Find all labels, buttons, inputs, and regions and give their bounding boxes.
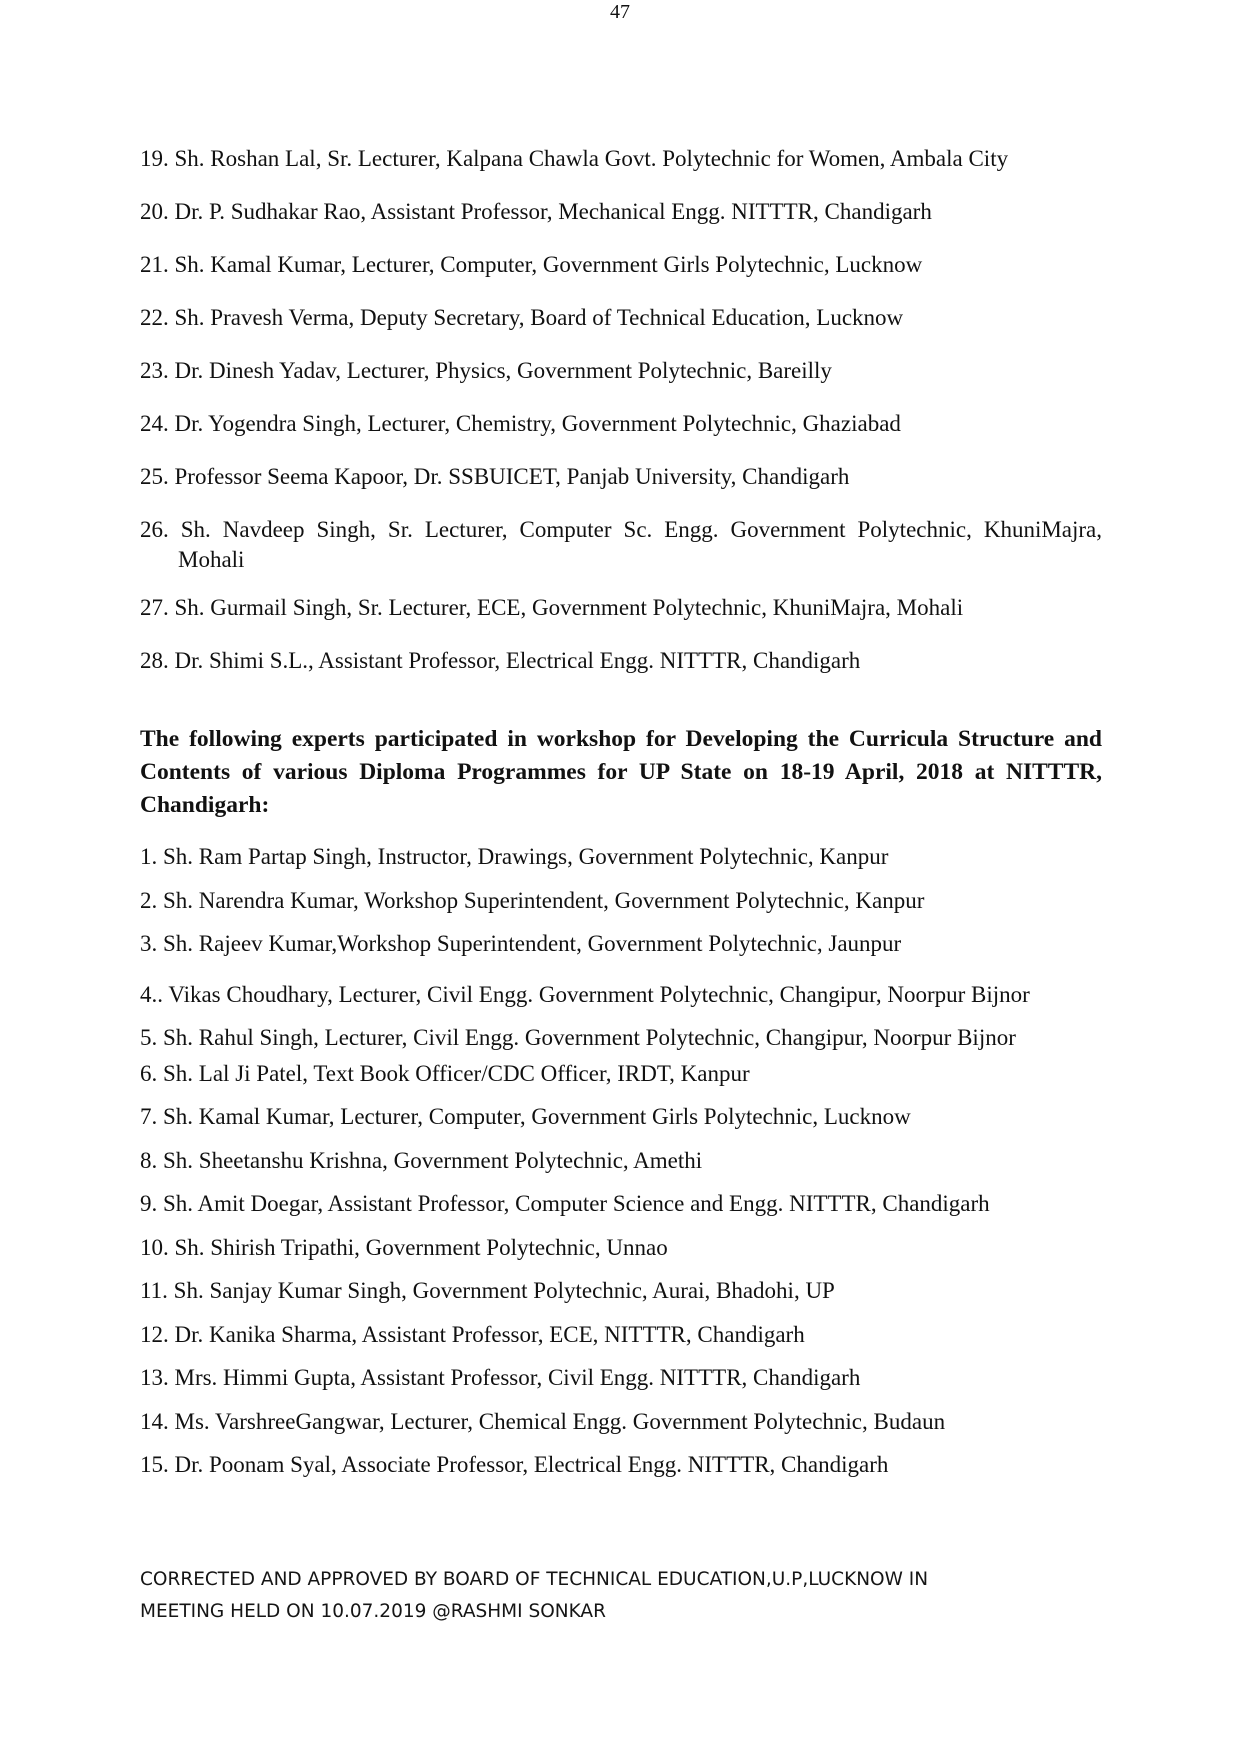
item-number: 4.. xyxy=(140,981,163,1007)
item-text: Sh. Narendra Kumar, Workshop Superintendent, Government Polytechnic, Kanpur xyxy=(163,887,925,913)
item-number: 13. xyxy=(140,1365,169,1390)
item-text: Sh. Kamal Kumar, Lecturer, Computer, Government Girls Polytechnic, Lucknow xyxy=(163,1104,911,1129)
item-text: Dr. Kanika Sharma, Assistant Professor, ECE, NITTTR, Chandigarh xyxy=(174,1321,805,1347)
item-text: Sh. Roshan Lal, Sr. Lecturer, Kalpana Chawla Govt. Polytechnic for Women, Ambala City xyxy=(174,146,1009,171)
list-item xyxy=(140,1146,1102,1176)
item-number: 7. xyxy=(140,1104,158,1129)
list-item xyxy=(140,646,1102,676)
item-text: Professor Seema Kapoor, Dr. SSBUICET, Panjab University, Chandigarh xyxy=(174,464,850,489)
item-number: 19. xyxy=(140,146,169,171)
item-text: Dr. Dinesh Yadav, Lecturer, Physics, Government Polytechnic, Bareilly xyxy=(174,358,832,383)
list-item xyxy=(140,197,1102,227)
list-item xyxy=(140,462,1102,492)
item-text: Sh. Rahul Singh, Lecturer, Civil Engg. Government Polytechnic, Changipur, Noorpur Bijnor xyxy=(163,1024,1016,1050)
list-item xyxy=(140,1233,1102,1263)
workshop-expert-list xyxy=(140,842,1102,1494)
item-text: Sh. Shirish Tripathi, Government Polytechnic, Unnao xyxy=(174,1234,668,1260)
item-text: Sh. Pravesh Verma, Deputy Secretary, Board of Technical Education, Lucknow xyxy=(174,305,904,330)
item-number: 25. xyxy=(140,464,169,489)
list-item xyxy=(140,929,1102,959)
item-number: 20. xyxy=(140,199,169,224)
list-item xyxy=(140,1450,1102,1480)
section-heading: The following experts participated in workshop for Developing the Curricula Structure and Contents of various Diploma Programmes for UP State on 18-19 April, 2018 at NITTTR, Chandigarh: xyxy=(140,726,1102,818)
list-item xyxy=(140,1059,1102,1089)
item-text: Mrs. Himmi Gupta, Assistant Professor, Civil Engg. NITTTR, Chandigarh xyxy=(174,1365,861,1390)
list-item xyxy=(140,1320,1102,1350)
item-number: 14. xyxy=(140,1408,169,1434)
list-item xyxy=(140,1189,1102,1219)
item-text: Sh. Sheetanshu Krishna, Government Polytechnic, Amethi xyxy=(163,1147,703,1173)
item-text: Vikas Choudhary, Lecturer, Civil Engg. Government Polytechnic, Changipur, Noorpur Bijnor xyxy=(168,981,1030,1007)
list-item xyxy=(140,1363,1102,1393)
item-number: 6. xyxy=(140,1060,158,1086)
item-number: 21. xyxy=(140,252,169,277)
list-item xyxy=(140,144,1102,174)
list-item xyxy=(140,973,1102,1016)
item-text: Dr. P. Sudhakar Rao, Assistant Professor, Mechanical Engg. NITTTR, Chandigarh xyxy=(174,199,932,224)
item-number: 1. xyxy=(140,844,158,869)
item-number: 10. xyxy=(140,1234,169,1260)
item-number: 26. xyxy=(140,517,169,542)
item-text: Sh. Amit Doegar, Assistant Professor, Computer Science and Engg. NITTTR, Chandigarh xyxy=(163,1191,990,1216)
list-item xyxy=(140,356,1102,386)
item-number: 2. xyxy=(140,887,158,913)
item-number: 22. xyxy=(140,305,169,330)
item-number: 8. xyxy=(140,1147,158,1173)
item-text: Sh. Gurmail Singh, Sr. Lecturer, ECE, Government Polytechnic, KhuniMajra, Mohali xyxy=(174,595,964,620)
list-item xyxy=(140,1016,1102,1059)
list-item xyxy=(140,409,1102,439)
item-text: Ms. VarshreeGangwar, Lecturer, Chemical Engg. Government Polytechnic, Budaun xyxy=(174,1408,946,1434)
list-item xyxy=(140,515,1102,575)
item-text: Dr. Poonam Syal, Associate Professor, Electrical Engg. NITTTR, Chandigarh xyxy=(174,1452,889,1477)
item-number: 27. xyxy=(140,595,169,620)
item-number: 28. xyxy=(140,648,169,673)
footer-line-2: MEETING HELD ON 10.07.2019 @RASHMI SONKAR xyxy=(140,1601,606,1622)
approval-footer xyxy=(140,1564,1102,1628)
member-list-continued xyxy=(140,144,1102,699)
list-item xyxy=(140,1407,1102,1437)
item-text: Sh. Rajeev Kumar,Workshop Superintendent, Government Polytechnic, Jaunpur xyxy=(163,931,902,956)
item-text: Sh. Kamal Kumar, Lecturer, Computer, Government Girls Polytechnic, Lucknow xyxy=(174,252,923,277)
item-number: 24. xyxy=(140,411,169,436)
list-item xyxy=(140,1102,1102,1132)
item-number: 5. xyxy=(140,1024,158,1050)
item-number: 15. xyxy=(140,1452,169,1477)
list-item xyxy=(140,842,1102,872)
list-item xyxy=(140,303,1102,333)
item-number: 9. xyxy=(140,1191,158,1216)
item-number: 12. xyxy=(140,1321,169,1347)
item-text: Sh. Ram Partap Singh, Instructor, Drawings, Government Polytechnic, Kanpur xyxy=(163,844,889,869)
item-number: 23. xyxy=(140,358,169,383)
list-item xyxy=(140,1276,1102,1306)
item-text: Sh. Navdeep Singh, Sr. Lecturer, Computer Sc. Engg. Government Polytechnic, KhuniMajra, Mohali xyxy=(178,517,1102,572)
item-text: Sh. Sanjay Kumar Singh, Government Polytechnic, Aurai, Bhadohi, UP xyxy=(173,1278,835,1303)
item-number: 11. xyxy=(140,1278,168,1303)
item-number: 3. xyxy=(140,931,158,956)
footer-line-1: CORRECTED AND APPROVED BY BOARD OF TECHNICAL EDUCATION,U.P,LUCKNOW IN xyxy=(140,1569,929,1590)
item-text: Sh. Lal Ji Patel, Text Book Officer/CDC Officer, IRDT, Kanpur xyxy=(163,1060,750,1086)
list-item xyxy=(140,250,1102,280)
page-number: 47 xyxy=(610,1,630,23)
list-item xyxy=(140,886,1102,916)
list-item xyxy=(140,593,1102,623)
item-text: Dr. Shimi S.L., Assistant Professor, Electrical Engg. NITTTR, Chandigarh xyxy=(174,648,861,673)
item-text: Dr. Yogendra Singh, Lecturer, Chemistry, Government Polytechnic, Ghaziabad xyxy=(174,411,901,436)
